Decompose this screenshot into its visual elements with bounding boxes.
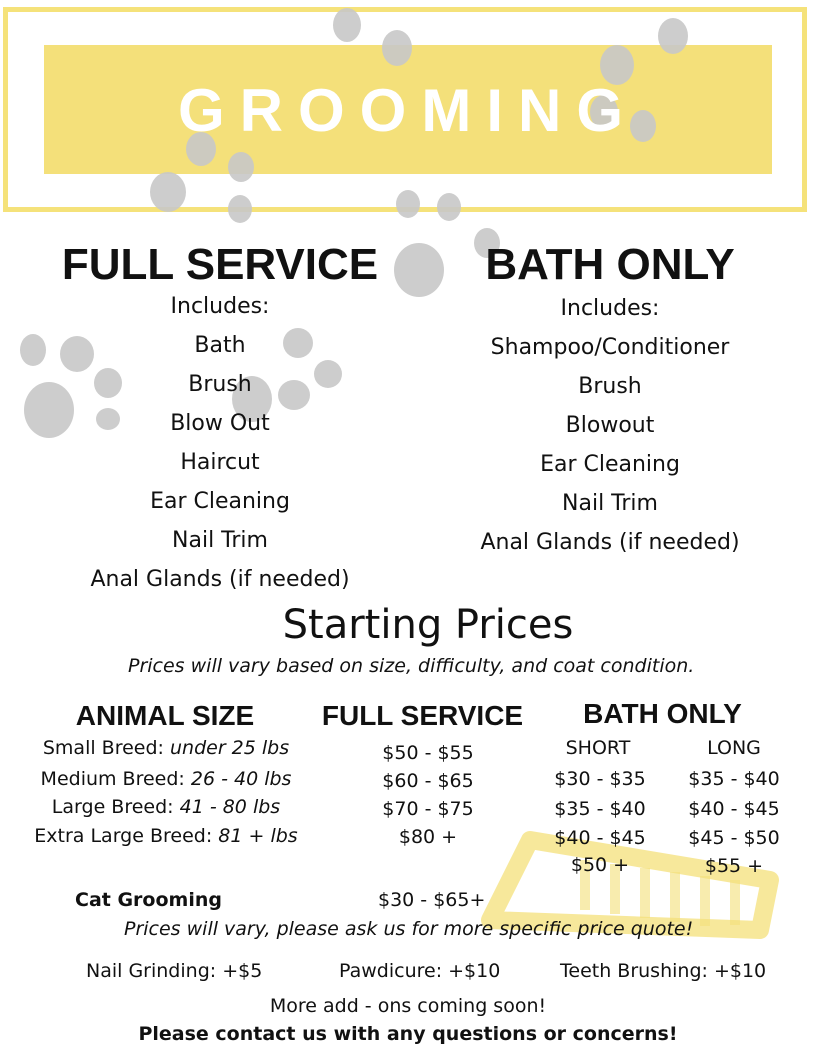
full-service-list <box>20 287 420 599</box>
list-item: Blowout <box>565 413 655 438</box>
header-bath-only: BATH ONLY <box>583 698 742 729</box>
header-animal-size: ANIMAL SIZE <box>75 700 255 731</box>
price-note: Prices will vary based on size, difficulty, and coat condition. <box>128 655 695 677</box>
list-item: Brush <box>188 372 252 397</box>
page-title: GROOMING <box>178 77 638 144</box>
addon-pawdicure: Pawdicure: +$10 <box>339 960 501 982</box>
addon-teeth-brushing: Teeth Brushing: +$10 <box>560 960 767 982</box>
full-price: $70 - $75 <box>382 798 474 820</box>
list-item: Anal Glands (if needed) <box>90 567 350 592</box>
cat-note: Prices will vary, please ask us for more specific price quote! <box>124 918 694 940</box>
table-row-size: Small Breed: under 25 lbs <box>42 737 290 759</box>
cat-grooming-label: Cat Grooming <box>75 889 222 911</box>
starting-prices-title: Starting Prices <box>282 602 574 648</box>
full-price: $60 - $65 <box>382 770 474 792</box>
full-service-title: FULL SERVICE <box>61 240 379 289</box>
list-item: Ear Cleaning <box>540 452 680 477</box>
short-price: $30 - $35 <box>554 768 646 790</box>
list-item: Shampoo/Conditioner <box>490 335 730 360</box>
list-item: Haircut <box>180 450 260 475</box>
list-item: Brush <box>578 374 642 399</box>
more-addons-note: More add - ons coming soon! <box>269 995 547 1017</box>
header-full-service: FULL SERVICE <box>321 700 524 731</box>
long-price: $45 - $50 <box>688 827 780 849</box>
contact-note: Please contact us with any questions or concerns! <box>138 1023 678 1045</box>
header-short: SHORT <box>565 737 631 759</box>
list-item: Nail Trim <box>562 491 658 516</box>
table-row-size: Large Breed: 41 - 80 lbs <box>51 796 281 818</box>
table-row-size: Extra Large Breed: 81 + lbs <box>34 825 298 847</box>
short-price: $35 - $40 <box>554 798 646 820</box>
list-item: Bath <box>194 333 246 358</box>
full-service-includes: Includes: <box>170 294 270 319</box>
long-price: $40 - $45 <box>688 798 780 820</box>
list-item: Nail Trim <box>172 528 268 553</box>
full-price: $50 - $55 <box>382 742 474 764</box>
short-price: $40 - $45 <box>554 827 646 849</box>
long-price: $55 + <box>704 855 764 877</box>
bath-only-title: BATH ONLY <box>485 240 735 289</box>
short-price: $50 + <box>570 854 630 876</box>
full-price: $80 + <box>398 826 458 848</box>
addon-nail-grinding: Nail Grinding: +$5 <box>86 960 263 982</box>
bath-only-list <box>410 289 810 562</box>
list-item: Ear Cleaning <box>150 489 290 514</box>
list-item: Blow Out <box>170 411 270 436</box>
bath-only-includes: Includes: <box>560 296 660 321</box>
long-price: $35 - $40 <box>688 768 780 790</box>
cat-grooming-price: $30 - $65+ <box>378 889 486 911</box>
header-long: LONG <box>707 737 761 759</box>
list-item: Anal Glands (if needed) <box>480 530 740 555</box>
table-row-size: Medium Breed: 26 - 40 lbs <box>40 768 292 790</box>
